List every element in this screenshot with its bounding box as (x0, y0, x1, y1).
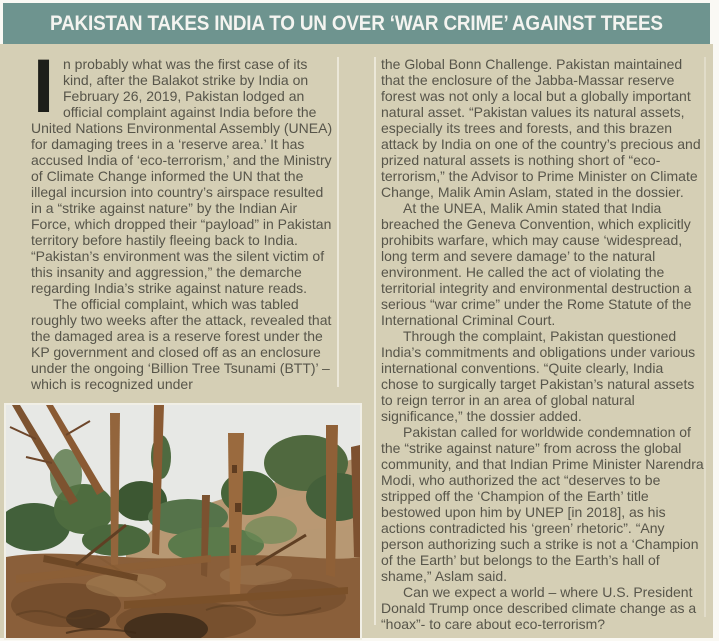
page-title: PAKISTAN TAKES INDIA TO UN OVER ‘WAR CRIME’ AGAINST TREES (50, 11, 663, 35)
opening-paragraph (31, 56, 336, 296)
opening-paragraph-text: n probably what was the first case of its kind, after the Balakot strike by India on February 26, 2019, Pakistan lodged an official complaint against India before the United Nations Environmental Assembly (UNEA) for damaging trees in a ‘reserve area.’ It has accused India of ‘eco-terrorism,’ and the Ministry of Climate Change informed the UN that the illegal incursion into country’s airspace resulted in a “strike against nature” by the Indian Air Force, which dropped their “payload” in Pakistan territory before hastily fleeing back to India. “Pakistan’s environment was the silent victim of this insanity and aggression,” the demarche regarding India’s strike against nature reads. (31, 56, 333, 296)
paragraph: Pakistan called for worldwide condemnation of the “strike against nature” from across the global community, and that Indian Prime Minister Narendra Modi, who authorized the act “deserves to be stripped off the ‘Champion of the Earth’ title bestowed upon him by UNEP [in 2018], as his actions contradicted his ‘green’ rhetoric”. “Any person authorizing such a strike is not a ‘Champion of the Earth’ but belongs to the Earth’s hall of shame,” Aslam said. (381, 424, 704, 584)
article-title-bar (3, 3, 710, 44)
column-divider (337, 57, 339, 387)
paragraph: the Global Bonn Challenge. Pakistan maintained that the enclosure of the Jabba-Massar reserve forest was not only a local but a globally important natural asset. “Pakistan values its natural assets, especially its trees and forests, and this brazen attack by India on one of the country’s precious and prized natural assets is nothing short of “eco-terrorism,” the Advisor to Prime Minister on Climate Change, Malik Amin Aslam, stated in the dossier. (381, 56, 701, 200)
paragraph: At the UNEA, Malik Amin stated that India breached the Geneva Convention, which explicitly prohibits warfare, which may cause ‘widespread, long term and severe damage’ to the natural environment. He called the act of violating the territorial integrity and environmental destruction a serious “war crime” under the Rome Statute of the International Criminal Court. (381, 200, 692, 328)
page-edge-rule (704, 57, 706, 617)
paragraph: Through the complaint, Pakistan questioned India’s commitments and obligations under various international conventions. “Quite clearly, India chose to surgically target Pakistan’s natural assets to reign terror in an area of global natural significance,” the dossier added. (381, 328, 696, 424)
fallen-trees-photo (4, 403, 362, 640)
paragraph: The official complaint, which was tabled roughly two weeks after the attack, revealed that the damaged area is a reserve forest under the KP government and closed off as an enclosure under the ongoing ‘Billion Tree Tsunami (BTT)’ – which is recognized under (31, 296, 332, 392)
column-divider (374, 57, 376, 625)
left-column (31, 56, 336, 392)
right-column (381, 56, 704, 632)
paragraph: Can we expect a world – where U.S. President Donald Trump once described climate change as a “hoax”- to care about eco-terrorism? (381, 584, 697, 632)
fallen-trees-photo-graphic (6, 405, 360, 638)
drop-cap: I (33, 58, 55, 116)
article-body (0, 44, 713, 638)
